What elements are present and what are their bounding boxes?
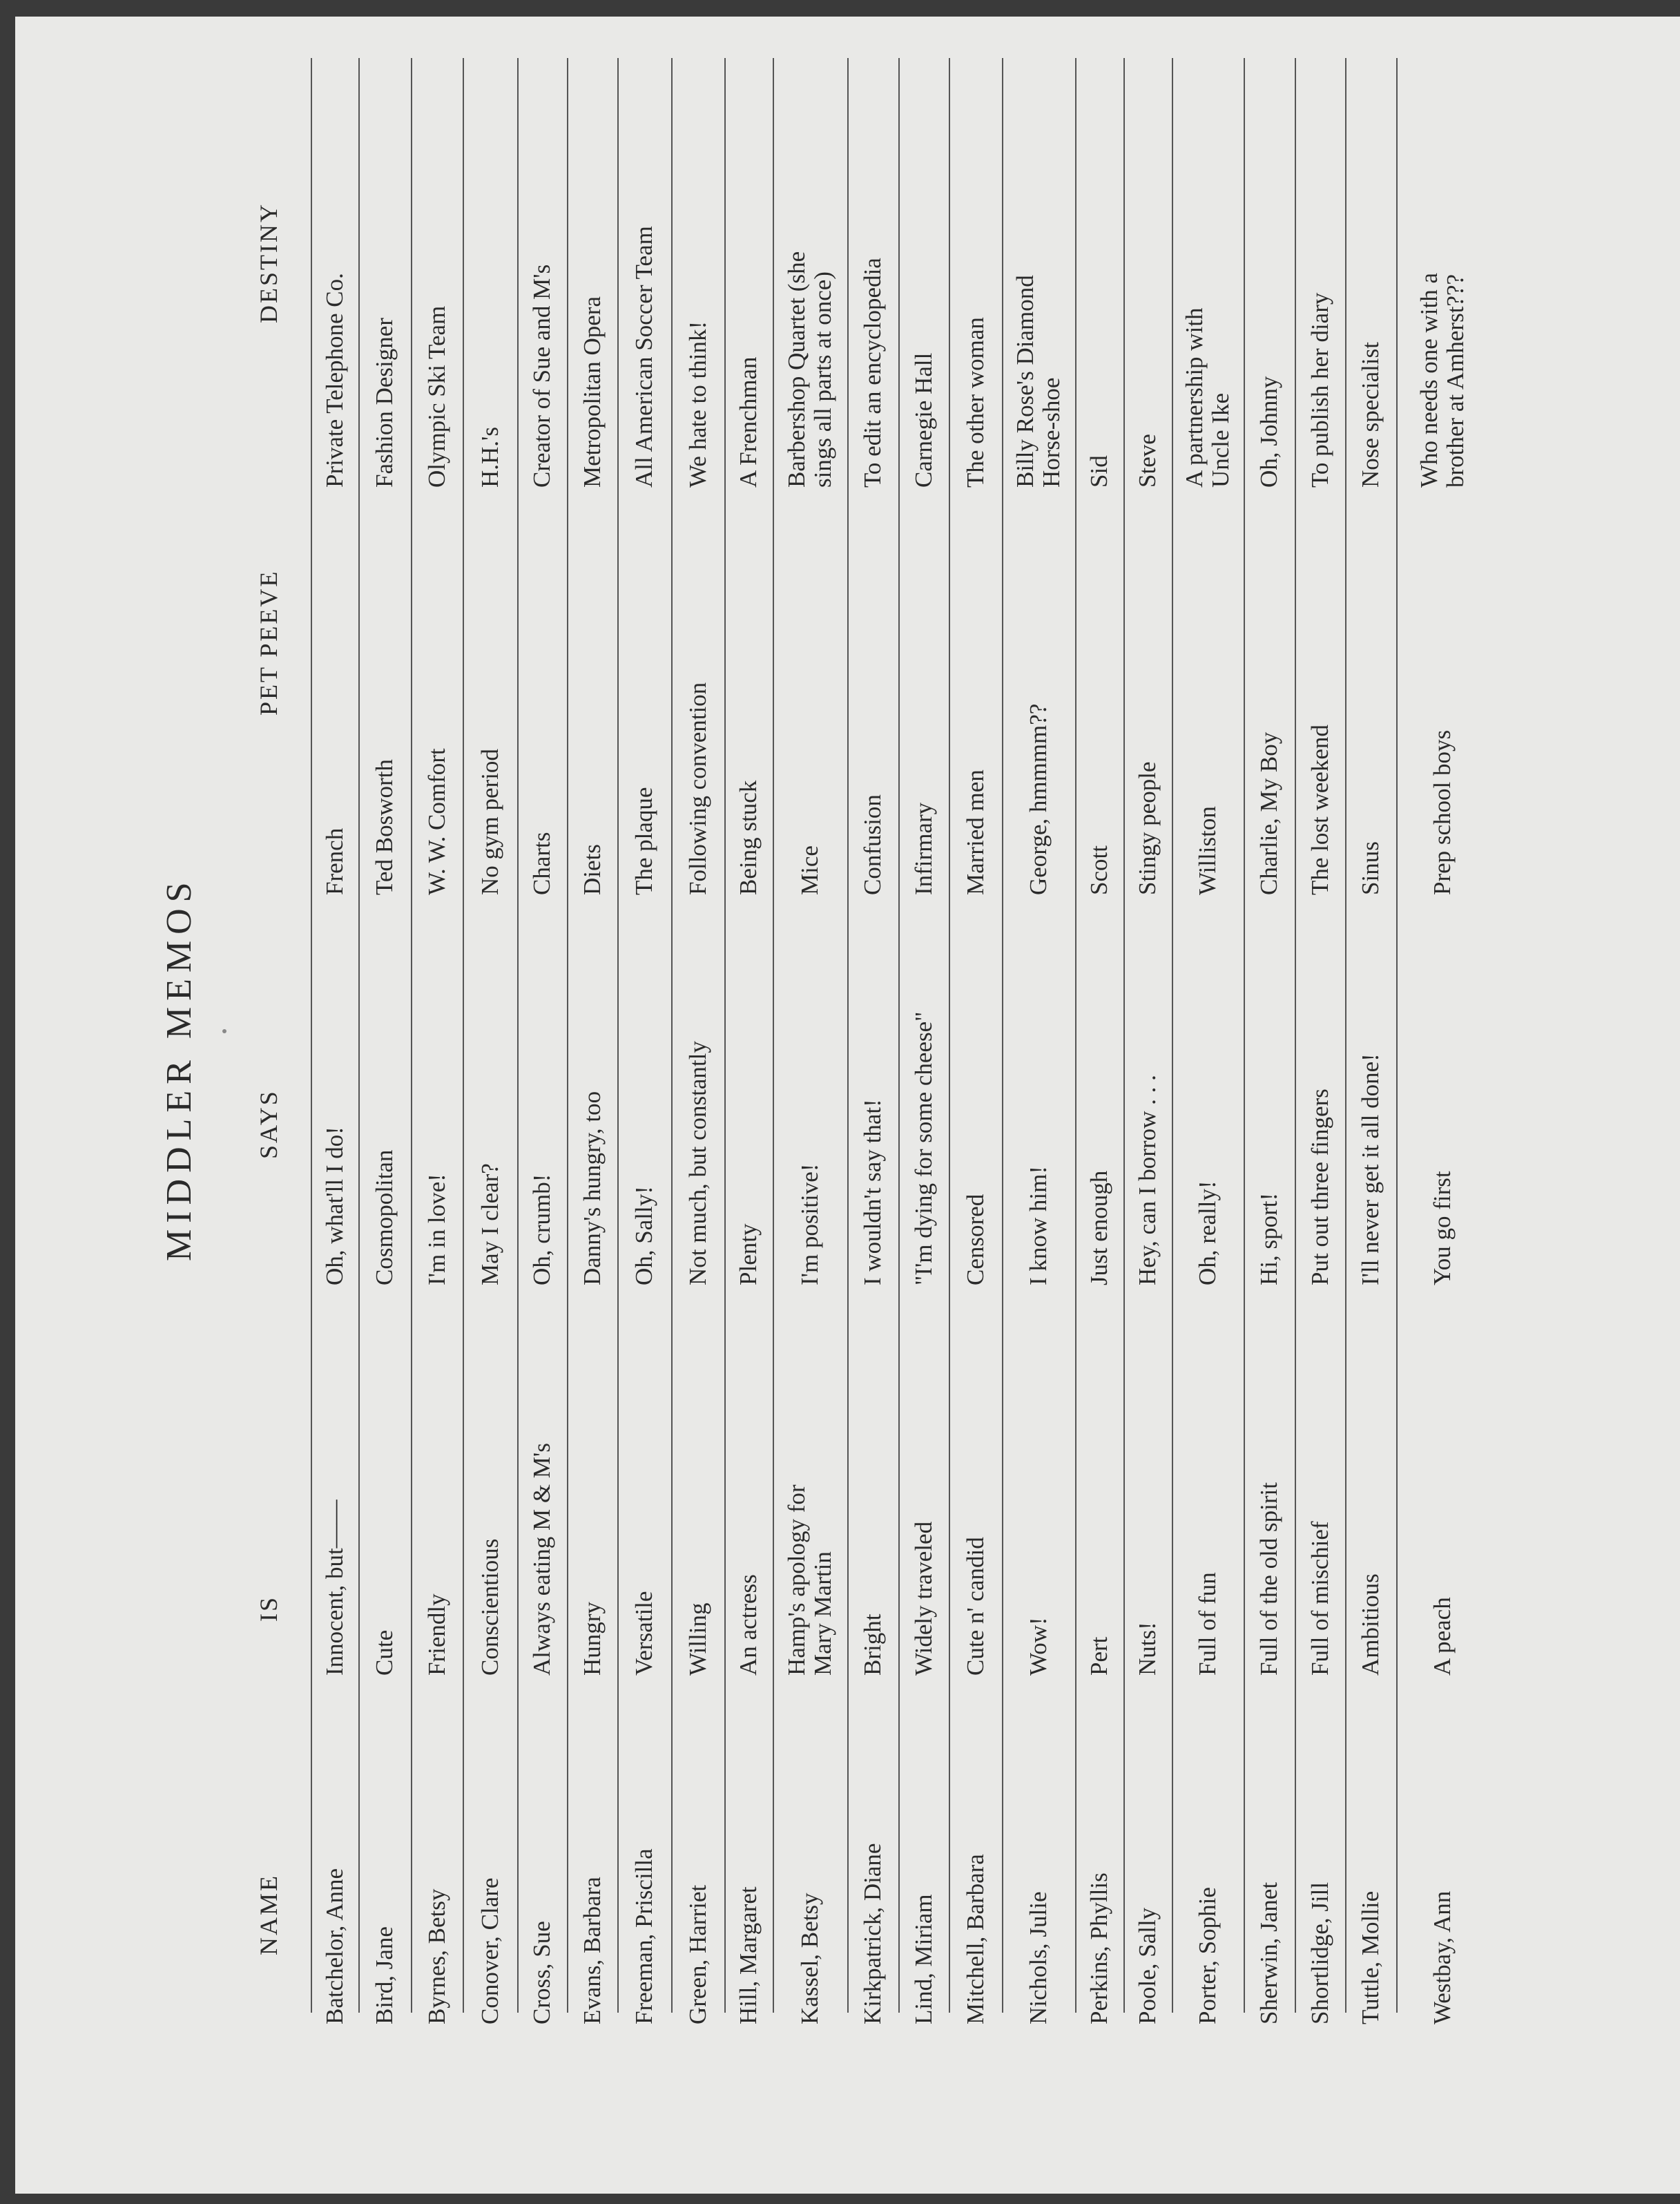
cell-is: Hungry	[578, 1602, 606, 1676]
table-row	[1295, 292, 1345, 2194]
cell-destiny: Private Telephone Co.	[320, 273, 348, 488]
cell-says: Censored	[961, 1194, 989, 1285]
row-separator	[773, 58, 774, 2013]
rotated-content	[15, 17, 1680, 2194]
cell-is: Ambitious	[1357, 1573, 1384, 1676]
cell-name: Poole, Sally	[1134, 1907, 1161, 2024]
cell-says: I wouldn't say that!	[859, 1099, 887, 1285]
row-separator	[411, 58, 412, 2013]
table-row	[517, 264, 567, 2194]
cell-is: Cute n' candid	[961, 1537, 989, 1676]
row-separator	[898, 58, 900, 2013]
cell-destiny: The other woman	[961, 317, 989, 488]
row-separator	[1244, 58, 1245, 2013]
cell-is: Conscientious	[476, 1538, 503, 1676]
table-row	[847, 258, 898, 2194]
table-row	[1345, 342, 1396, 2194]
cell-name: Tuttle, Mollie	[1357, 1890, 1384, 2024]
table-row	[1002, 275, 1075, 2194]
table-row	[567, 296, 617, 2194]
cell-says: I'm positive!	[796, 1163, 824, 1285]
cell-destiny: Creator of Sue and M's	[528, 264, 556, 488]
cell-says: I know him!	[1025, 1165, 1052, 1285]
cell-is: An actress	[735, 1574, 762, 1676]
cell-is: Versatile	[630, 1591, 658, 1676]
cell-is: Widely traveled	[909, 1521, 937, 1676]
row-separator	[1396, 58, 1398, 2013]
cell-pet-peeve: Confusion	[859, 794, 887, 895]
table-row	[617, 226, 671, 2194]
cell-pet-peeve: W. W. Comfort	[423, 748, 450, 895]
table-row	[358, 318, 411, 2194]
cell-is: Full of fun	[1194, 1572, 1222, 1676]
row-separator	[567, 58, 568, 2013]
row-separator	[311, 58, 312, 2013]
cell-is: Cute	[371, 1629, 398, 1676]
row-separator	[949, 58, 950, 2013]
row-separator	[1295, 58, 1296, 2013]
cell-is: Friendly	[423, 1593, 450, 1676]
cell-name: Mitchell, Barbara	[961, 1854, 989, 2024]
page-title: MIDDLER MEMOS	[160, 876, 199, 1261]
cell-is: Full of the old spirit	[1255, 1482, 1283, 1676]
cell-pet-peeve: French	[320, 827, 348, 895]
cell-pet-peeve: The plaque	[630, 787, 658, 895]
row-separator	[617, 58, 619, 2013]
cell-name: Sherwin, Janet	[1255, 1881, 1283, 2024]
header-name: NAME	[255, 1874, 282, 1955]
table-row	[773, 251, 847, 2194]
cell-says: Not much, but constantly	[684, 1041, 711, 1285]
cell-says: Just enough	[1085, 1170, 1113, 1285]
cell-destiny: Fashion Designer	[371, 318, 398, 488]
cell-pet-peeve: Charts	[528, 832, 556, 895]
cell-destiny: Who needs one with a brother at Amherst???	[1415, 272, 1469, 488]
cell-is: Nuts!	[1134, 1622, 1161, 1676]
row-separator	[358, 58, 360, 2013]
cell-name: Nichols, Julie	[1025, 1891, 1052, 2024]
cell-destiny: Sid	[1085, 455, 1113, 488]
row-separator	[1345, 58, 1346, 2013]
cell-destiny: All American Soccer Team	[630, 226, 658, 488]
cell-destiny: Steve	[1134, 434, 1161, 488]
cell-pet-peeve: Diets	[578, 844, 606, 895]
cell-says: Danny's hungry, too	[578, 1091, 606, 1285]
cell-destiny: To publish her diary	[1306, 292, 1333, 488]
cell-says: Cosmopolitan	[371, 1149, 398, 1285]
cell-is: Pert	[1085, 1636, 1113, 1676]
cell-name: Kassel, Betsy	[796, 1892, 824, 2024]
cell-destiny: Metropolitan Opera	[578, 296, 606, 488]
row-separator	[1002, 58, 1003, 2013]
table-row	[671, 320, 724, 2194]
cell-says: "I'm dying for some cheese"	[909, 1011, 937, 1285]
row-separator	[463, 58, 464, 2013]
cell-is: Innocent, but——	[320, 1499, 348, 1676]
cell-name: Lind, Miriam	[909, 1894, 937, 2024]
row-separator	[847, 58, 849, 2013]
cell-name: Hill, Margaret	[735, 1886, 762, 2024]
cell-says: Hi, sport!	[1255, 1192, 1283, 1285]
cell-pet-peeve: Williston	[1194, 806, 1222, 895]
cell-destiny: A partnership with Uncle Ike	[1181, 307, 1234, 488]
cell-name: Porter, Sophie	[1194, 1887, 1222, 2024]
row-separator	[1172, 58, 1173, 2013]
cell-is: Always eating M & M's	[528, 1443, 556, 1676]
cell-pet-peeve: Infirmary	[909, 802, 937, 895]
cell-pet-peeve: Scott	[1085, 845, 1113, 895]
cell-destiny: Barbershop Quartet (she sings all parts at once)	[783, 251, 836, 488]
cell-pet-peeve: The lost weekend	[1306, 725, 1333, 895]
cell-pet-peeve: Sinus	[1357, 841, 1384, 895]
cell-destiny: Olympic Ski Team	[423, 305, 450, 488]
cell-pet-peeve: Mice	[796, 845, 824, 895]
header-pet-peeve: PET PEEVE	[255, 569, 282, 716]
cell-pet-peeve: Prep school boys	[1428, 729, 1456, 895]
cell-says: Oh, really!	[1194, 1180, 1222, 1285]
cell-name: Batchelor, Anne	[320, 1868, 348, 2024]
cell-pet-peeve: Ted Bosworth	[371, 759, 398, 895]
cell-says: May I clear?	[476, 1163, 503, 1285]
cell-pet-peeve: No gym period	[476, 749, 503, 895]
cell-destiny: A Frenchman	[735, 356, 762, 488]
cell-name: Cross, Sue	[528, 1921, 556, 2024]
cell-is: Hamp's apology for Mary Martin	[783, 1484, 836, 1676]
cell-name: Shortlidge, Jill	[1306, 1881, 1333, 2024]
cell-name: Green, Harriet	[684, 1884, 711, 2024]
table-row	[411, 305, 463, 2194]
cell-destiny: H.H.'s	[476, 427, 503, 488]
cell-destiny: To edit an encyclopedia	[859, 258, 887, 488]
cell-says: You go first	[1428, 1171, 1456, 1285]
cell-says: Oh, Sally!	[630, 1186, 658, 1285]
cell-name: Perkins, Phyllis	[1085, 1872, 1113, 2024]
table-row	[1396, 272, 1488, 2194]
cell-pet-peeve: Charlie, My Boy	[1255, 731, 1283, 895]
cell-says: Hey, can I borrow . . .	[1134, 1075, 1161, 1285]
cell-is: Bright	[859, 1613, 887, 1676]
cell-says: I'll never get it all done!	[1357, 1053, 1384, 1285]
cell-is: Willing	[684, 1602, 711, 1676]
cell-name: Westbay, Ann	[1428, 1890, 1456, 2024]
cell-is: Wow!	[1025, 1617, 1052, 1676]
print-speck	[222, 1029, 226, 1033]
cell-pet-peeve: Following convention	[684, 682, 711, 895]
row-separator	[517, 58, 519, 2013]
cell-name: Kirkpatrick, Diane	[859, 1843, 887, 2024]
cell-says: Plenty	[735, 1223, 762, 1285]
cell-pet-peeve: George, hmmmm??	[1025, 703, 1052, 895]
cell-destiny: Carnegie Hall	[909, 352, 937, 488]
header-destiny: DESTINY	[255, 202, 282, 323]
cell-destiny: Oh, Johnny	[1255, 376, 1283, 488]
row-separator	[1123, 58, 1125, 2013]
table-row	[724, 356, 773, 2194]
table-row	[311, 273, 358, 2194]
cell-says: Put out three fingers	[1306, 1089, 1333, 1285]
cell-destiny: Billy Rose's Diamond Horse-shoe	[1012, 275, 1065, 488]
row-separator	[1075, 58, 1076, 2013]
table-row	[463, 427, 517, 2194]
cell-destiny: Nose specialist	[1357, 342, 1384, 488]
header-says: SAYS	[255, 1089, 282, 1159]
cell-name: Evans, Barbara	[578, 1877, 606, 2024]
cell-name: Freeman, Priscilla	[630, 1848, 658, 2024]
table-row	[949, 317, 1002, 2194]
cell-name: Bird, Jane	[371, 1926, 398, 2024]
cell-name: Byrnes, Betsy	[423, 1888, 450, 2024]
cell-pet-peeve: Married men	[961, 769, 989, 895]
row-separator	[671, 58, 673, 2013]
table-row	[1172, 307, 1244, 2194]
cell-says: I'm in love!	[423, 1173, 450, 1285]
cell-name: Conover, Clare	[476, 1877, 503, 2024]
document-page	[15, 17, 1680, 2194]
table-row	[1244, 376, 1295, 2194]
cell-pet-peeve: Stingy people	[1134, 761, 1161, 895]
table-row	[1075, 455, 1123, 2194]
table-row	[898, 352, 949, 2194]
cell-pet-peeve: Being stuck	[735, 780, 762, 895]
cell-destiny: We hate to think!	[684, 320, 711, 488]
header-is: IS	[255, 1595, 282, 1622]
cell-says: Oh, crumb!	[528, 1173, 556, 1285]
table-row	[1123, 434, 1172, 2194]
cell-is: A peach	[1428, 1597, 1456, 1676]
row-separator	[724, 58, 726, 2013]
cell-is: Full of mischief	[1306, 1521, 1333, 1676]
cell-says: Oh, what'll I do!	[320, 1127, 348, 1285]
